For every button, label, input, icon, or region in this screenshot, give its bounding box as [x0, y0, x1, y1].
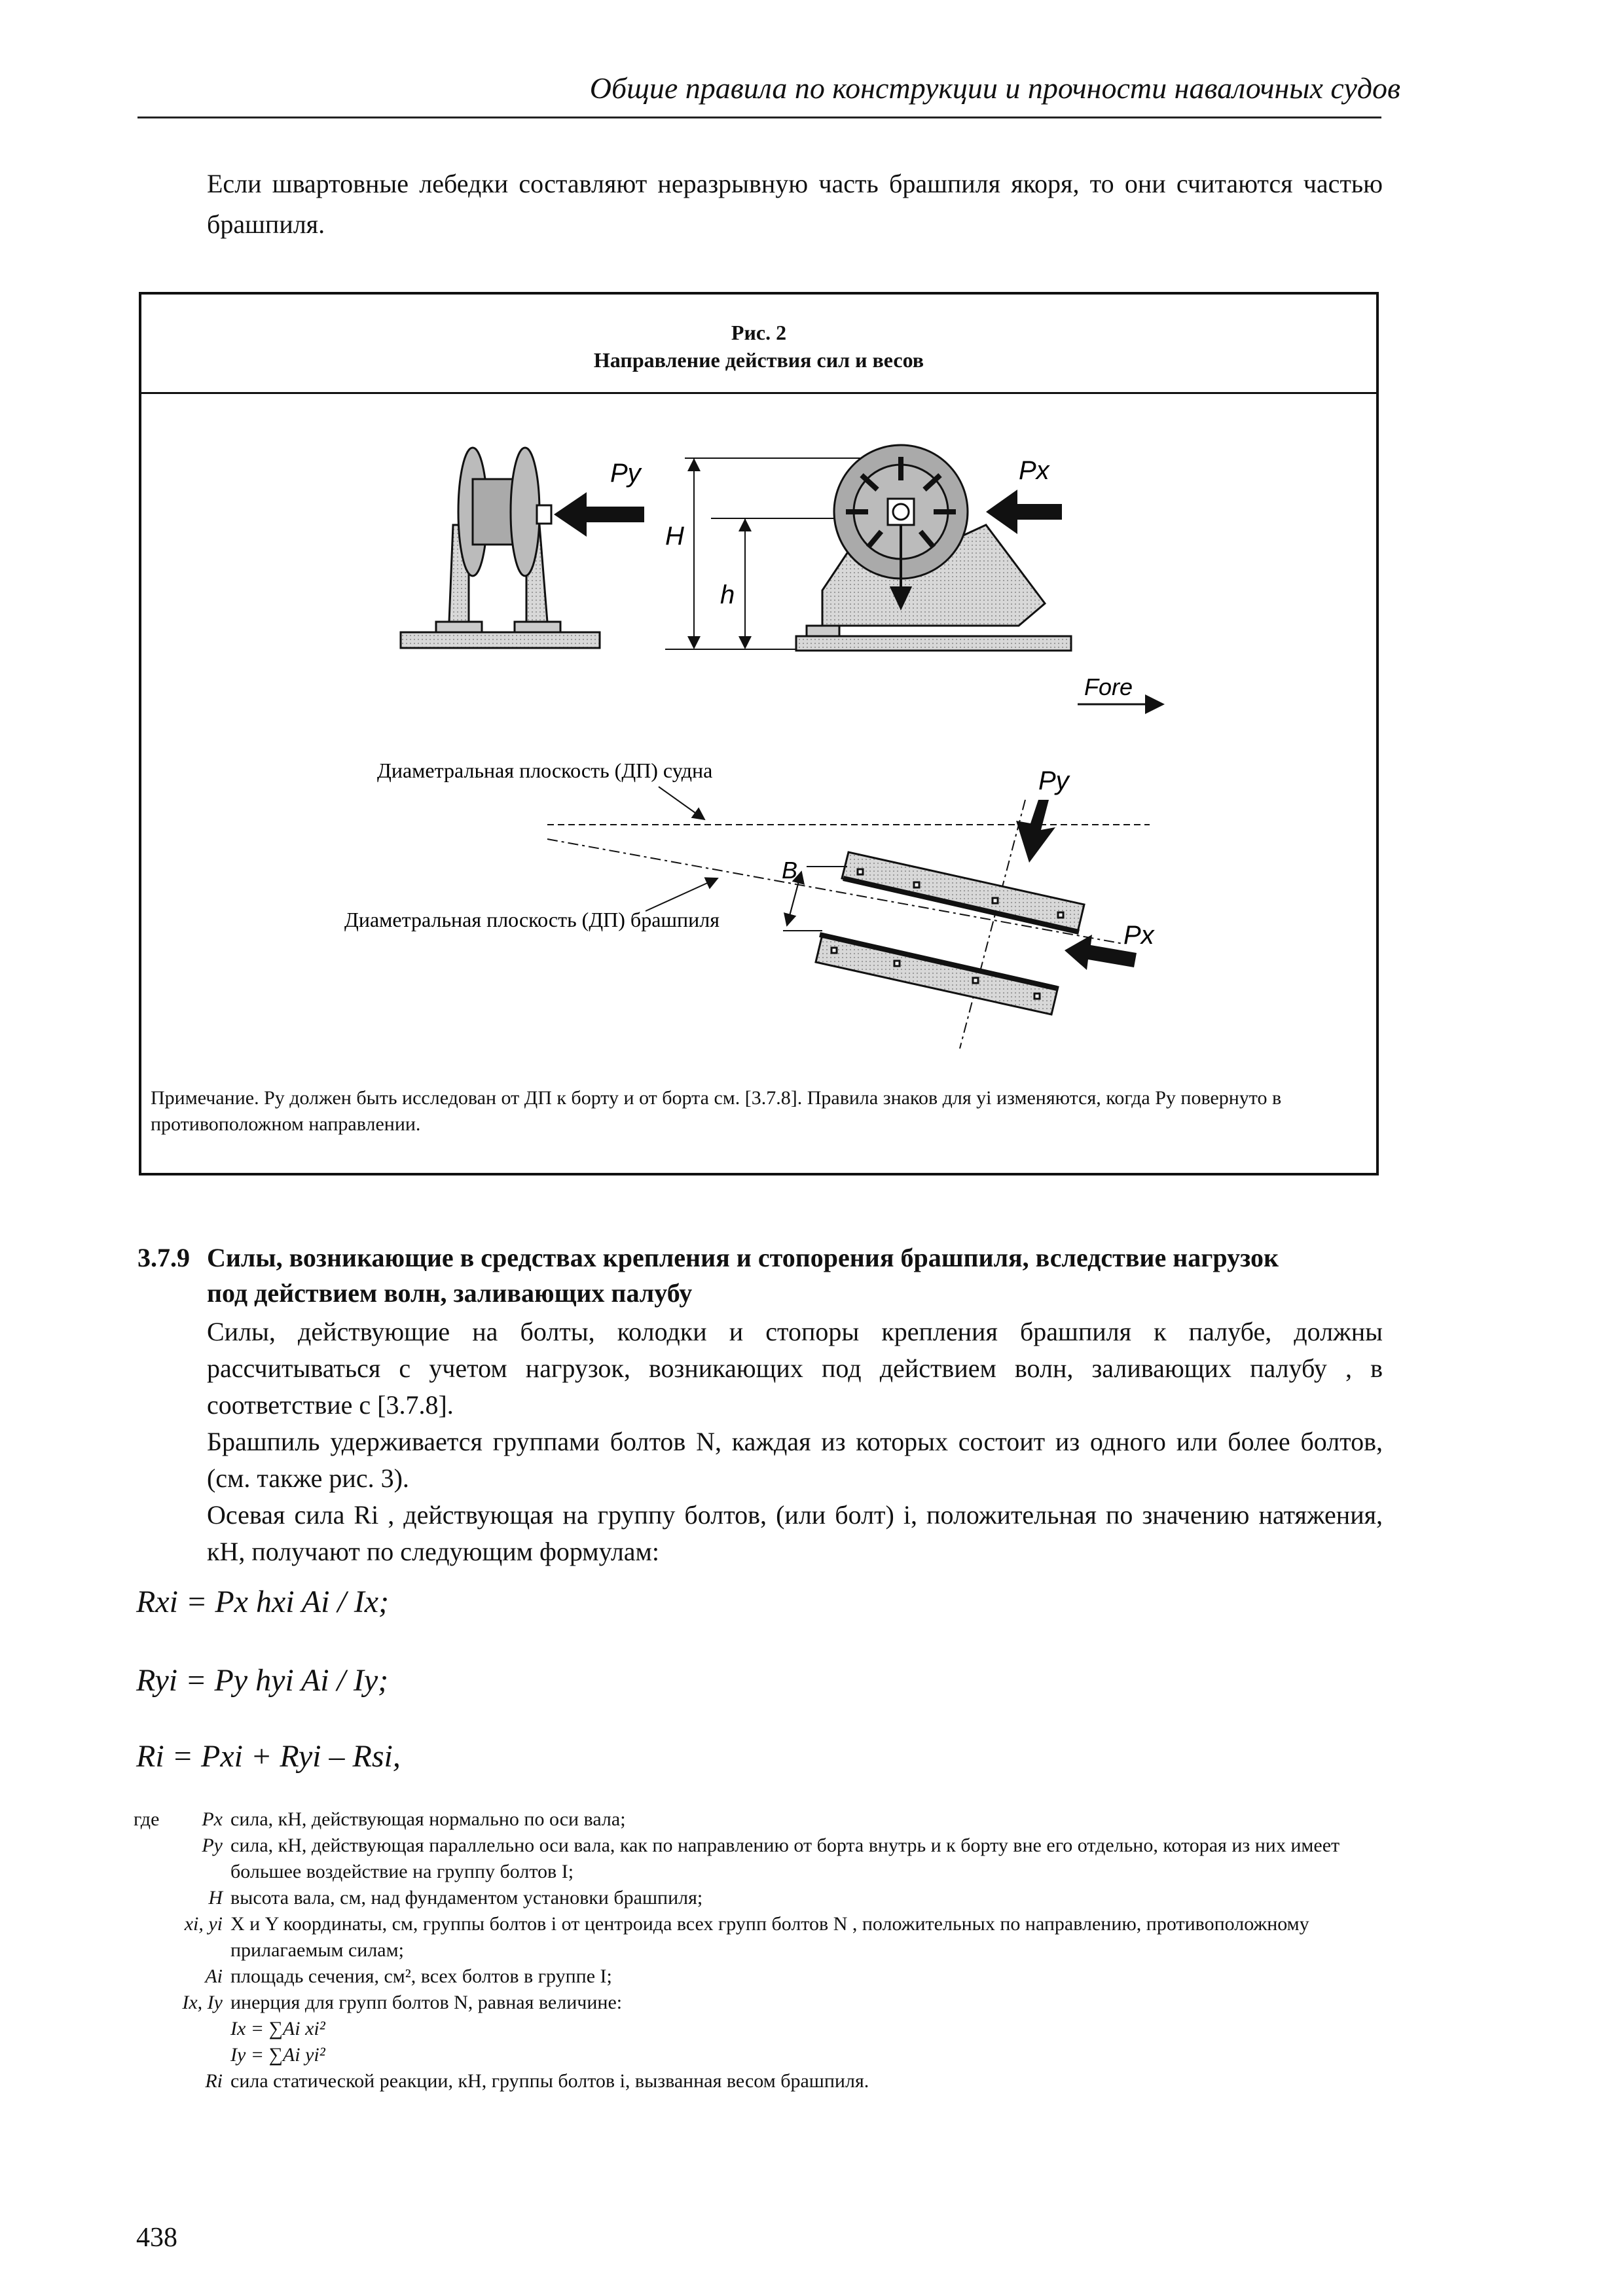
definition-row [131, 1990, 1383, 2016]
label-px-plan: Px [1123, 921, 1154, 950]
section-title-line2: под действием волн, заливающих палубу [207, 1278, 693, 1308]
definition-row [131, 1806, 1383, 1833]
page-number: 438 [136, 2223, 177, 2253]
label-h: h [720, 581, 735, 609]
header-rule [137, 117, 1381, 118]
formula-rxi: Rxi = Px hxi Ai / Ix; [136, 1585, 390, 1619]
definition-symbol: Ri [205, 2070, 223, 2092]
paragraph-2: Брашпиль удерживается группами болтов N, каждая из которых состоит из одного или более болтов, (см. также рис. 3). [207, 1427, 1383, 1493]
definition-row [131, 1964, 1383, 1990]
definition-symbol: Ix, Iy [182, 1992, 223, 2013]
definition-text: сила статической реакции, кН, группы болтов i, вызванная весом брашпиля. [230, 2070, 869, 2092]
section-heading [137, 1240, 1383, 1311]
definitions-list [131, 1806, 1383, 2094]
side-view-winch [401, 448, 600, 648]
figure-box [139, 292, 1379, 1175]
label-ship-centerline: Диаметральная плоскость (ДП) судна [377, 759, 713, 782]
formula-ri: Ri = Pxi + Ryi – Rsi, [136, 1739, 401, 1774]
px-arrow-front [986, 490, 1062, 534]
definition-text: сила, кН, действующая параллельно оси вала, как по направлению от борта внутрь и к борту вне его отдельно, которая из них имеет большее воздействие на группу болтов I; [230, 1835, 1340, 1882]
paragraph-1: Силы, действующие на болты, колодки и стопоры крепления брашпиля к палубе, должны рассчитываться с учетом нагрузок, возникающих под действием волн, заливающих палубу , в соответствие с [3.7.8]. [207, 1317, 1383, 1420]
iy-formula: Iy = ∑Ai yi² [230, 2044, 325, 2066]
definition-symbol: H [208, 1887, 223, 1909]
paragraph-3: Осевая сила Ri , действующая на группу болтов, (или болт) i, положительная по значению натяжения, кН, получают по следующим формулам: [207, 1500, 1383, 1566]
section-number: 3.7.9 [137, 1243, 190, 1272]
definition-symbol: Ai [205, 1965, 223, 1987]
definition-symbol: Px [202, 1808, 223, 1830]
figure-caption: Направление действия сил и весов [593, 348, 924, 372]
pointer-windlass-cl [646, 878, 718, 911]
definition-row [131, 1833, 1383, 1885]
definition-row [131, 2068, 1383, 2094]
definition-text: сила, кН, действующая нормально по оси вала; [230, 1808, 626, 1830]
force-diagram [141, 394, 1376, 1075]
label-py-side: Py [610, 459, 641, 488]
running-title: Общие правила по конструкции и прочности навалочных судов [589, 71, 1400, 105]
label-px-front: Px [1019, 456, 1049, 485]
label-fore: Fore [1084, 673, 1133, 700]
definition-symbol: Py [202, 1835, 223, 1856]
definition-text: высота вала, см, над фундаментом установки брашпиля; [230, 1887, 703, 1909]
figure-number: Рис. 2 [731, 321, 787, 344]
definition-text: площадь сечения, см², всех болтов в группе I; [230, 1965, 612, 1987]
py-arrow-side [554, 492, 644, 537]
definition-text: инерция для групп болтов N, равная величине: [230, 1992, 623, 2013]
definition-text: X и Y координаты, см, группы болтов i от центроида всех групп болтов N , положительных по направлению, противоположному прилагаемым силам; [230, 1913, 1309, 1961]
label-B: B [782, 857, 798, 884]
formula-ryi: Ryi = Py hyi Ai / Iy; [136, 1663, 389, 1698]
py-arrow-plan [1016, 800, 1055, 863]
label-py-plan: Py [1038, 766, 1069, 795]
where-word: где [134, 1808, 160, 1830]
section-title-line1: Силы, возникающие в средствах крепления и стопорения брашпиля, вследствие нагрузок [207, 1243, 1279, 1272]
pointer-ship-cl [659, 787, 704, 819]
figure-note: Примечание. Ру должен быть исследован от ДП к борту и от борта см. [3.7.8]. Правила знаков для yi изменяются, когда Py повернуто в противоположном направлении. [151, 1087, 1282, 1135]
figure-header [141, 295, 1376, 394]
definition-symbol: xi, yi [184, 1913, 223, 1935]
ix-formula: Ix = ∑Ai xi² [230, 2018, 325, 2039]
definition-row [131, 1885, 1383, 1911]
bolt-plates [816, 852, 1084, 1014]
definition-row [131, 1911, 1383, 1964]
intro-paragraph: Если швартовные лебедки составляют неразрывную часть брашпиля якоря, то они считаются частью брашпиля. [207, 169, 1383, 239]
label-H: H [665, 522, 684, 550]
label-windlass-centerline: Диаметральная плоскость (ДП) брашпиля [344, 908, 720, 931]
